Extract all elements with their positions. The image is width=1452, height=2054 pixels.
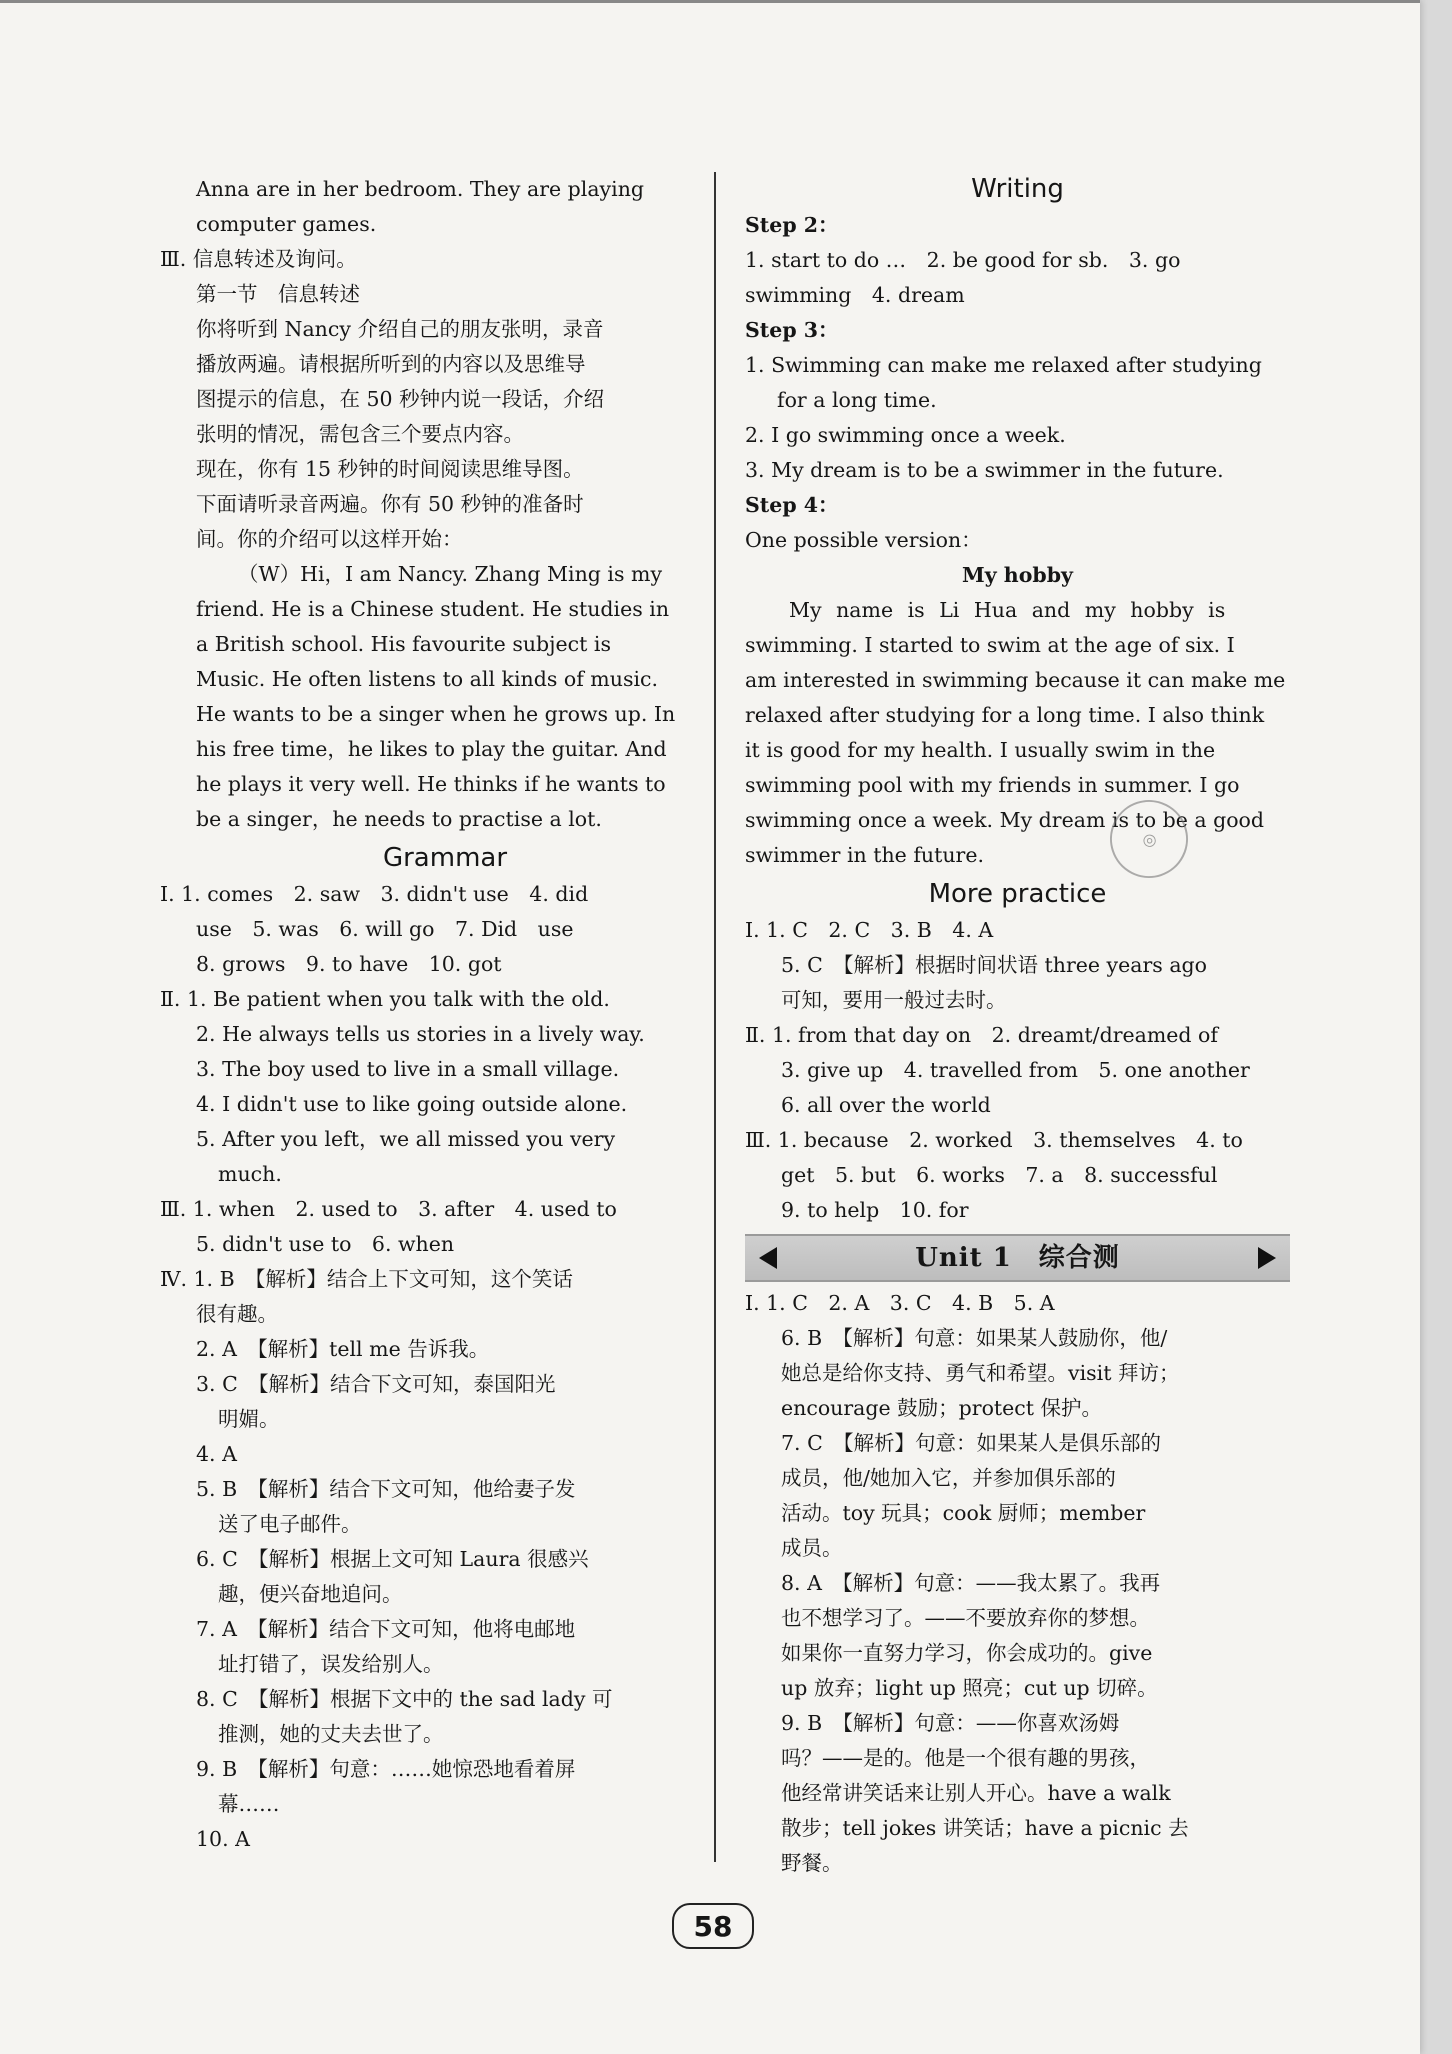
transcript-line: he plays it very well. He thinks if he wants to [196,772,666,796]
transcript-line: （W）Hi，I am Nancy. Zhang Ming is my [238,562,663,586]
answer-line: 幕…… [218,1792,280,1816]
essay-line: it is good for my health. I usually swim in the [745,738,1216,762]
text-line: 你将听到 Nancy 介绍自己的朋友张明，录音 [196,317,604,341]
answer-line: 9. B 【解析】句意：——你喜欢汤姆 [781,1711,1120,1735]
answer-line: use 5. was 6. will go 7. Did use [196,917,574,941]
grammar-heading: Grammar [382,843,508,873]
answer-line: 6. B 【解析】句意：如果某人鼓励你，他/ [781,1326,1168,1350]
transcript-line: a British school. His favourite subject is [196,632,611,656]
answer-line: 6. C 【解析】根据上文可知 Laura 很感兴 [196,1547,589,1571]
answer-line: 3. The boy used to live in a small village. [196,1057,620,1081]
answer-line: 址打错了，误发给别人。 [218,1652,444,1676]
section-heading: Ⅲ. 信息转述及询问。 [160,247,357,271]
answer-line: 1. start to do … 2. be good for sb. 3. go [745,248,1181,272]
answer-line: 送了电子邮件。 [218,1512,362,1536]
answer-line: 趣，便兴奋地追问。 [218,1582,403,1606]
answer-line: 也不想学习了。——不要放弃你的梦想。 [781,1606,1150,1630]
essay-title: My hobby [962,563,1073,587]
answer-line: 5. C 【解析】根据时间状语 three years ago [781,953,1208,977]
text-line: 下面请听录音两遍。你有 50 秒钟的准备时 [196,492,584,516]
answer-line: 10. A [196,1827,250,1851]
answer-line: 3. give up 4. travelled from 5. one another [781,1058,1250,1082]
text-line: 第一节 信息转述 [196,282,360,306]
answer-line: up 放弃；light up 照亮；cut up 切碎。 [781,1676,1158,1700]
answer-line: Ⅲ. 1. because 2. worked 3. themselves 4. to [745,1128,1243,1152]
page-number: 58 [672,1903,754,1949]
answer-line: Ⅲ. 1. when 2. used to 3. after 4. used to [160,1197,617,1221]
answer-line: 明媚。 [218,1407,280,1431]
answer-line: 成员，他/她加入它，并参加俱乐部的 [781,1466,1116,1490]
unit-banner [745,1234,1290,1282]
column-divider [714,172,716,1862]
answer-line: 8. A 【解析】句意：——我太累了。我再 [781,1571,1161,1595]
text-line: 播放两遍。请根据所听到的内容以及思维导 [196,352,586,376]
answer-line: Ⅰ. 1. comes 2. saw 3. didn't use 4. did [160,882,589,906]
answer-line: 5. After you left，we all missed you very [196,1127,616,1151]
answer-line: Ⅳ. 1. B 【解析】结合上下文可知，这个笑话 [160,1267,573,1291]
answer-line: 2. A 【解析】tell me 告诉我。 [196,1337,490,1361]
answer-line: Ⅰ. 1. C 2. A 3. C 4. B 5. A [745,1291,1055,1315]
text-line: 现在，你有 15 秒钟的时间阅读思维导图。 [196,457,584,481]
answer-line: 8. grows 9. to have 10. got [196,952,502,976]
writing-heading: Writing [971,174,1064,204]
stamp-icon: ◎ [1100,790,1198,888]
essay-line: swimming pool with my friends in summer. I go [745,773,1240,797]
step-label: Step 4： [745,493,839,517]
transcript-line: Music. He often listens to all kinds of music. [196,667,659,691]
answer-line: 可知，要用一般过去时。 [781,988,1007,1012]
answer-line: Ⅰ. 1. C 2. C 3. B 4. A [745,918,994,942]
answer-line: One possible version： [745,528,982,552]
essay-line: am interested in swimming because it can make me [745,668,1286,692]
answer-line: 野餐。 [781,1851,843,1875]
answer-line: 9. to help 10. for [781,1198,969,1222]
answer-line: 1. Swimming can make me relaxed after studying [745,353,1262,377]
unit-banner-title: Unit 1 综合测 [915,1242,1120,1273]
answer-line: for a long time. [777,388,937,412]
text-line: Anna are in her bedroom. They are playing [196,177,645,201]
answer-line: 5. didn't use to 6. when [196,1232,455,1256]
transcript-line: his free time，he likes to play the guitar. And [196,737,667,761]
essay-line: relaxed after studying for a long time. I also think [745,703,1265,727]
answer-line: Ⅱ. 1. from that day on 2. dreamt/dreamed of [745,1023,1218,1047]
answer-line: Ⅱ. 1. Be patient when you talk with the old. [160,987,610,1011]
answer-line: get 5. but 6. works 7. a 8. successful [781,1163,1218,1187]
answer-line: 3. My dream is to be a swimmer in the future. [745,458,1224,482]
essay-body [745,593,1290,873]
answer-line: 8. C 【解析】根据下文中的 the sad lady 可 [196,1687,613,1711]
essay-line: swimmer in the future. [745,843,984,867]
top-edge [0,0,1420,3]
text-line: computer games. [196,212,377,236]
essay-line: swimming once a week. My dream is to be a good [745,808,1265,832]
answer-line: much. [218,1162,282,1186]
transcript-line: be a singer，he needs to practise a lot. [196,807,602,831]
more-practice-heading: More practice [928,879,1107,909]
answer-line: 她总是给你支持、勇气和希望。visit 拜访； [781,1361,1180,1385]
transcript-line: He wants to be a singer when he grows up. In [196,702,676,726]
arrow-left-icon [759,1247,777,1269]
answer-line: 活动。toy 玩具；cook 厨师；member [781,1501,1146,1525]
answer-line: 吗？——是的。他是一个很有趣的男孩， [781,1746,1150,1770]
answer-line: 4. A [196,1442,237,1466]
answer-line: 成员。 [781,1536,843,1560]
transcript-line: friend. He is a Chinese student. He studies in [196,597,670,621]
text-line: 张明的情况，需包含三个要点内容。 [196,422,524,446]
arrow-right-icon [1258,1247,1276,1269]
text-line: 间。你的介绍可以这样开始： [196,527,463,551]
answer-line: encourage 鼓励；protect 保护。 [781,1396,1103,1420]
answer-line: 9. B 【解析】句意：……她惊恐地看着屏 [196,1757,576,1781]
answer-line: 5. B 【解析】结合下文可知，他给妻子发 [196,1477,576,1501]
answer-line: 7. A 【解析】结合下文可知，他将电邮地 [196,1617,576,1641]
answer-line: 7. C 【解析】句意：如果某人是俱乐部的 [781,1431,1162,1455]
essay-line: My name is Li Hua and my hobby is [789,598,1226,622]
answer-line: 2. He always tells us stories in a lively way. [196,1022,645,1046]
answer-line: 他经常讲笑话来让别人开心。have a walk [781,1781,1171,1805]
answer-line: 很有趣。 [196,1302,278,1326]
step-label: Step 3： [745,318,839,342]
text-line: 图提示的信息，在 50 秒钟内说一段话，介绍 [196,387,605,411]
step-label: Step 2： [745,213,839,237]
essay-line: swimming. I started to swim at the age of six. I [745,633,1235,657]
answer-line: 3. C 【解析】结合下文可知，泰国阳光 [196,1372,556,1396]
answer-line: 6. all over the world [781,1093,991,1117]
answer-line: swimming 4. dream [745,283,965,307]
left-column [160,172,730,1857]
answer-line: 4. I didn't use to like going outside alone. [196,1092,628,1116]
answer-line: 推测，她的丈夫去世了。 [218,1722,444,1746]
right-column [745,172,1290,1881]
answer-line: 散步；tell jokes 讲笑话；have a picnic 去 [781,1816,1189,1840]
answer-line: 如果你一直努力学习，你会成功的。give [781,1641,1153,1665]
answer-line: 2. I go swimming once a week. [745,423,1066,447]
